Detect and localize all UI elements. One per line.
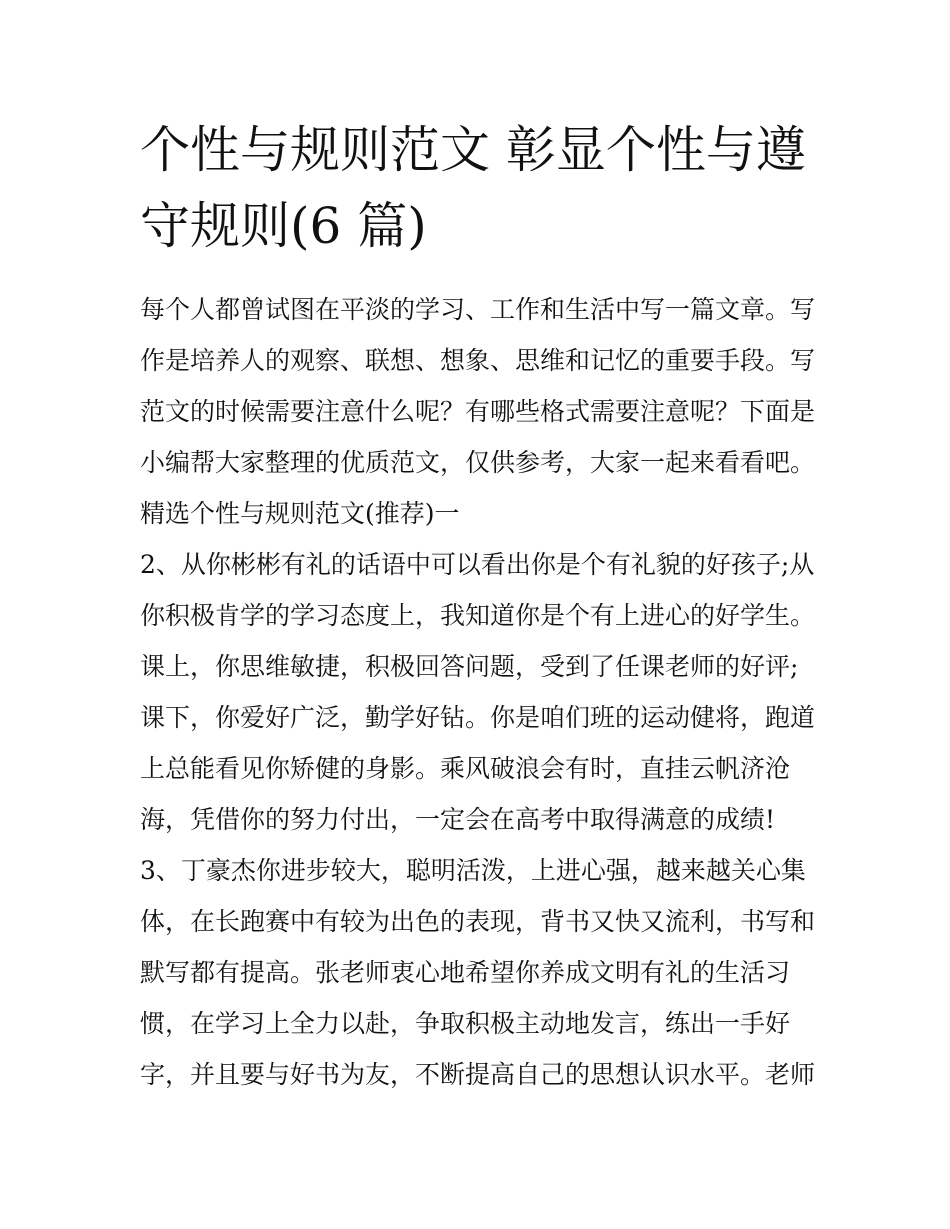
body-line-14: 默写都有提高。张老师衷心地希望你养成文明有礼的生活习 [140, 958, 791, 987]
body-line-2: 作是培养人的观察、联想、想象、思维和记忆的重要手段。写 [140, 346, 816, 375]
title-line-1: 个性与规则范文 彰显个性与遵 [140, 121, 806, 179]
body-line-1: 每个人都曾试图在平淡的学习、工作和生活中写一篇文章。写 [140, 295, 816, 324]
document-body [140, 284, 820, 1100]
document-page [140, 112, 820, 1100]
title-line-2: 守规则(6 篇) [140, 197, 427, 255]
body-line-6: 2、从你彬彬有礼的话语中可以看出你是个有礼貌的好孩子;从 [140, 550, 815, 579]
body-line-13: 体，在长跑赛中有较为出色的表现，背书又快又流利，书写和 [140, 907, 816, 936]
document-title [140, 112, 820, 264]
body-line-16: 字，并且要与好书为友，不断提高自己的思想认识水平。老师 [140, 1060, 816, 1089]
body-line-12: 3、丁豪杰你进步较大，聪明活泼，上进心强，越来越关心集 [140, 856, 806, 885]
section-heading: 精选个性与规则范文(推荐)一 [140, 499, 460, 528]
body-line-3: 范文的时候需要注意什么呢？有哪些格式需要注意呢？下面是 [140, 397, 816, 426]
body-line-10: 上总能看见你矫健的身影。乘风破浪会有时，直挂云帆济沧 [140, 754, 791, 783]
body-line-11: 海，凭借你的努力付出，一定会在高考中取得满意的成绩! [140, 805, 776, 834]
body-line-9: 课下，你爱好广泛，勤学好钻。你是咱们班的运动健将，跑道 [140, 703, 816, 732]
body-line-15: 惯，在学习上全力以赴，争取积极主动地发言，练出一手好 [140, 1009, 791, 1038]
body-line-8: 课上，你思维敏捷，积极回答问题，受到了任课老师的好评; [140, 652, 799, 681]
body-line-7: 你积极肯学的学习态度上，我知道你是个有上进心的好学生。 [140, 601, 816, 630]
body-line-4: 小编帮大家整理的优质范文，仅供参考，大家一起来看看吧。 [140, 448, 816, 477]
